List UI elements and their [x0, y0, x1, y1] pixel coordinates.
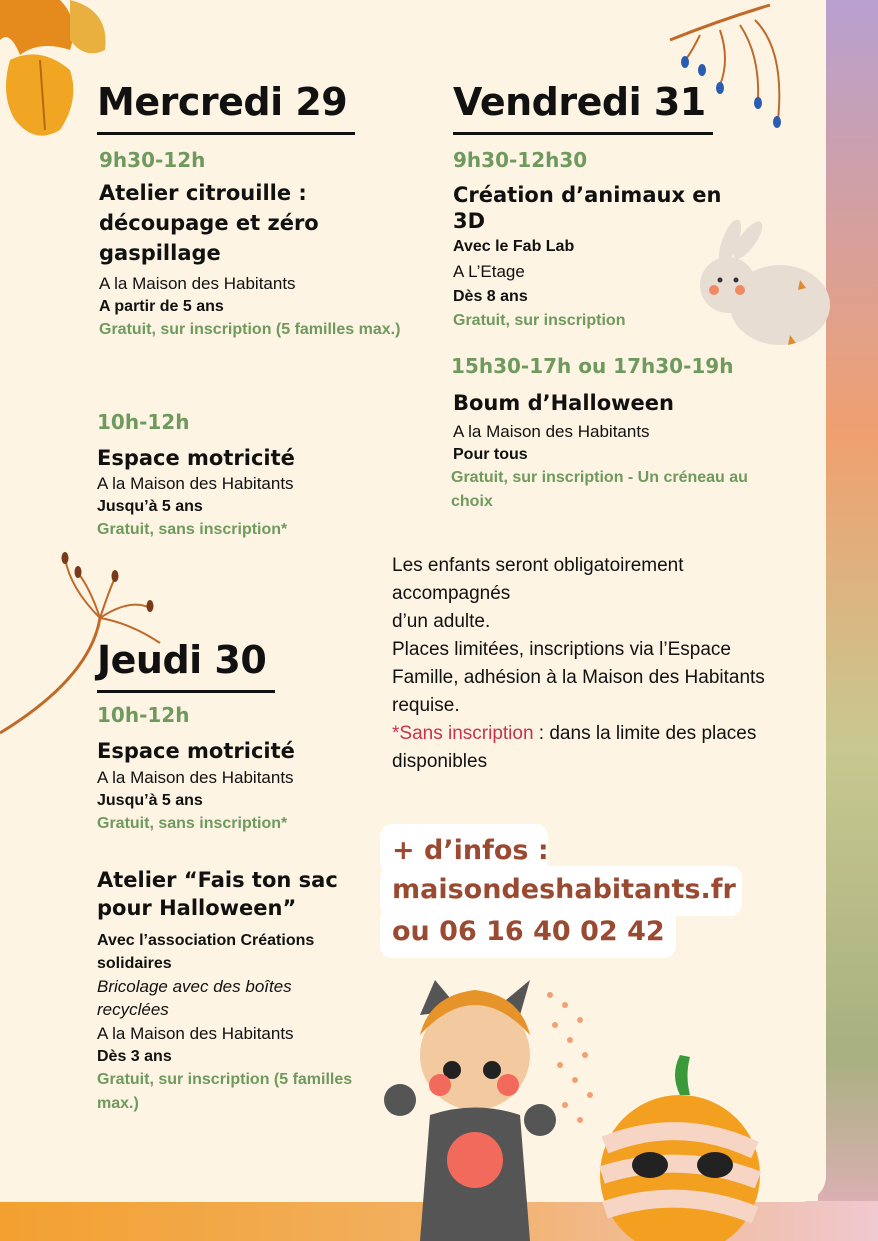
- friday-event2-title: Boum d’Halloween: [453, 391, 674, 415]
- wednesday-divider: [97, 132, 355, 135]
- wednesday-event1-price: Gratuit, sur inscription (5 familles max.): [99, 321, 401, 338]
- wednesday-event2-age: Jusqu’à 5 ans: [97, 498, 203, 515]
- notes-line2: d’un adulte.: [392, 611, 491, 632]
- notes-asterisk-label: *Sans inscription: [392, 723, 534, 744]
- friday-divider: [453, 132, 713, 135]
- friday-event2-place: A la Maison des Habitants: [453, 422, 650, 441]
- thursday-event1-place: A la Maison des Habitants: [97, 768, 294, 787]
- friday-event2-age: Pour tous: [453, 446, 528, 463]
- thursday-event2-place: A la Maison des Habitants: [97, 1024, 294, 1043]
- wednesday-heading: Mercredi 29: [97, 80, 348, 124]
- wednesday-event2-place: A la Maison des Habitants: [97, 474, 294, 493]
- friday-event2-price: Gratuit, sur inscription - Un créneau au choix: [451, 469, 748, 510]
- thursday-event2-description: Bricolage avec des boîtes recyclées: [97, 977, 292, 1019]
- contact-phone-link[interactable]: ou 06 16 40 02 42: [392, 916, 665, 947]
- thursday-event2-title: Atelier “Fais ton sac pour Halloween”: [97, 868, 338, 920]
- notes-line3: Places limitées, inscriptions via l’Espace Famille, adhésion à la Maison des Habitants requise.: [392, 639, 765, 716]
- wednesday-event2-price: Gratuit, sans inscription*: [97, 521, 288, 538]
- wednesday-event1-time: 9h30-12h: [99, 148, 206, 172]
- wednesday-event2-time: 10h-12h: [97, 410, 190, 434]
- thursday-event1-time: 10h-12h: [97, 703, 190, 727]
- thursday-event1-age: Jusqu’à 5 ans: [97, 792, 203, 809]
- thursday-divider: [97, 690, 275, 693]
- halloween-kids-illustration: [380, 975, 820, 1241]
- notes-line1: Les enfants seront obligatoirement accompagnés: [392, 555, 684, 604]
- friday-event1-age: Dès 8 ans: [453, 288, 528, 305]
- wednesday-event1-age: A partir de 5 ans: [99, 298, 224, 315]
- friday-event1-title: Création d’animaux en 3D: [453, 183, 722, 233]
- notes-block: [392, 552, 772, 776]
- friday-event1-place: A L’Etage: [453, 262, 525, 281]
- notes-asterisk-text: : dans la limite des places disponibles: [392, 723, 757, 772]
- wednesday-event2-title: Espace motricité: [97, 446, 295, 470]
- wednesday-event1-place: A la Maison des Habitants: [99, 274, 296, 293]
- notes-asterisk-line: [392, 720, 772, 776]
- thursday-event2-age: Dès 3 ans: [97, 1048, 172, 1065]
- contact-website-link[interactable]: maisondeshabitants.fr: [392, 874, 736, 905]
- thursday-heading: Jeudi 30: [97, 638, 267, 682]
- friday-event1-partner: Avec le Fab Lab: [453, 238, 575, 255]
- thursday-event1-title: Espace motricité: [97, 739, 295, 763]
- friday-heading: Vendredi 31: [453, 80, 706, 124]
- friday-event2-time: 15h30-17h ou 17h30-19h: [451, 354, 734, 378]
- contact-heading: + d’infos :: [392, 835, 549, 866]
- thursday-event1-price: Gratuit, sans inscription*: [97, 815, 288, 832]
- friday-event1-price: Gratuit, sur inscription: [453, 312, 626, 329]
- friday-event1-time: 9h30-12h30: [453, 148, 588, 172]
- bunny-icon: [690, 220, 840, 365]
- wednesday-event1-title: Atelier citrouille : découpage et zéro gaspillage: [99, 181, 319, 265]
- right-decorative-band: [818, 0, 878, 1241]
- thursday-event2-partner: Avec l’association Créations solidaires: [97, 932, 315, 972]
- autumn-leaves-icon: [0, 0, 120, 150]
- thursday-event2-price: Gratuit, sur inscription (5 familles max.): [97, 1071, 353, 1112]
